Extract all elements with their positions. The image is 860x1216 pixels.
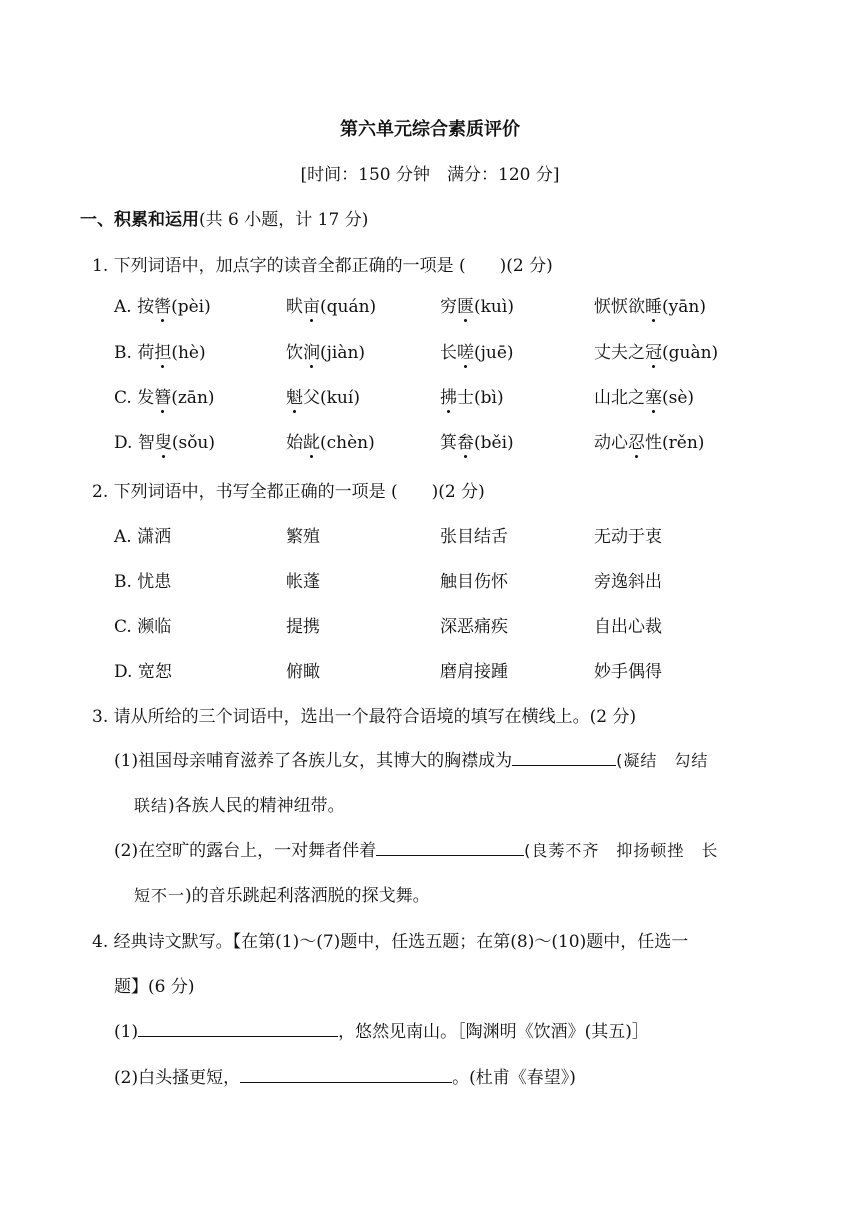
option-word: 俯瞰 bbox=[286, 662, 320, 682]
part-text: )的音乐跳起利落洒脱的探戈舞。 bbox=[185, 886, 430, 906]
option-label: C. 发簪(zān) bbox=[114, 383, 215, 408]
answer-blank[interactable] bbox=[240, 1064, 452, 1083]
question-3-part-2 bbox=[114, 836, 718, 861]
option-word: 提携 bbox=[286, 617, 320, 637]
answer-blank[interactable] bbox=[512, 747, 616, 766]
dotted-char: 担 bbox=[154, 338, 171, 363]
option-label: D. 智叟(sǒu) bbox=[114, 428, 215, 453]
option-word: 畎亩(quán) bbox=[286, 292, 376, 317]
option-row[interactable] bbox=[114, 338, 794, 364]
dotted-char: 叟 bbox=[155, 428, 172, 453]
dotted-char: 魁 bbox=[286, 383, 303, 408]
part-text: )各族人民的精神纽带。 bbox=[168, 796, 345, 816]
option-word: 触目伤怀 bbox=[440, 572, 508, 592]
option-row[interactable] bbox=[114, 612, 794, 638]
option-word: 恹恹欲睡(yān) bbox=[594, 292, 706, 317]
option-word: 帐蓬 bbox=[286, 572, 320, 592]
dotted-char: 冠 bbox=[645, 338, 662, 363]
option-label: D. 宽恕 bbox=[114, 662, 172, 682]
option-row[interactable] bbox=[114, 657, 794, 683]
exam-info: [时间：150 分钟 满分：120 分] bbox=[300, 165, 560, 185]
section-note: (共 6 小题，计 17 分) bbox=[199, 210, 369, 230]
option-word: 繁殖 bbox=[286, 527, 320, 547]
part-text: (1)祖国母亲哺育滋养了各族儿女，其博大的胸襟成为 bbox=[114, 751, 513, 771]
dotted-char: 簪 bbox=[154, 383, 171, 408]
part-text: 。(杜甫《春望》) bbox=[452, 1068, 576, 1088]
dotted-char: 龀 bbox=[303, 428, 320, 453]
option-label: B. 忧患 bbox=[114, 572, 172, 592]
section-heading bbox=[80, 205, 368, 230]
dotted-char: 匮 bbox=[457, 292, 474, 317]
option-word: 箕畚(běi) bbox=[440, 428, 514, 453]
option-row[interactable] bbox=[114, 428, 794, 454]
option-label: A. 按辔(pèi) bbox=[114, 292, 211, 317]
option-row[interactable] bbox=[114, 567, 794, 593]
answer-blank[interactable] bbox=[138, 1018, 338, 1037]
answer-blank[interactable] bbox=[376, 837, 524, 856]
dotted-char: 忍 bbox=[628, 428, 645, 453]
option-word: 无动于衷 bbox=[594, 527, 662, 547]
word-choices: (凝结 勾结 bbox=[616, 751, 709, 770]
question-4-line-1 bbox=[114, 1017, 649, 1042]
dotted-char: 亩 bbox=[303, 292, 320, 317]
dotted-char: 畚 bbox=[457, 428, 474, 453]
dotted-char: 拂 bbox=[440, 383, 457, 408]
option-word: 深恶痛疾 bbox=[440, 617, 508, 637]
option-word: 妙手偶得 bbox=[594, 662, 662, 682]
option-word: 魁父(kuí) bbox=[286, 383, 360, 408]
part-text: (2)白头搔更短， bbox=[114, 1068, 241, 1088]
question-4-stem-cont: 题】(6 分) bbox=[114, 977, 195, 997]
word-choices: 联结 bbox=[134, 796, 169, 815]
option-word: 旁逸斜出 bbox=[594, 572, 662, 592]
part-text: (2)在空旷的露台上，一对舞者伴着 bbox=[114, 841, 377, 861]
word-choices: 短不一 bbox=[134, 886, 186, 905]
option-row[interactable] bbox=[114, 383, 794, 409]
option-word: 张目结舌 bbox=[440, 527, 508, 547]
option-label: B. 荷担(hè) bbox=[114, 338, 206, 363]
option-word: 穷匮(kuì) bbox=[440, 292, 514, 317]
question-4-stem: 4. 经典诗文默写。【在第(1)～(7)题中，任选五题；在第(8)～(10)题中，任选一 bbox=[92, 932, 689, 952]
option-word: 动心忍性(rěn) bbox=[594, 428, 704, 453]
question-4-line-2 bbox=[114, 1063, 576, 1088]
section-title: 一、积累和运用 bbox=[80, 210, 199, 230]
option-label: A. 潇洒 bbox=[114, 527, 172, 547]
dotted-char: 嗟 bbox=[457, 338, 474, 363]
question-2-stem: 2. 下列词语中，书写全都正确的一项是 ( )(2 分) bbox=[92, 482, 485, 502]
page-title: 第六单元综合素质评价 bbox=[340, 119, 520, 140]
question-3-part-1-cont bbox=[134, 791, 345, 816]
question-3-part-2-cont bbox=[134, 881, 430, 906]
dotted-char: 涧 bbox=[303, 338, 320, 363]
question-3-stem: 3. 请从所给的三个词语中，选出一个最符合语境的填写在横线上。(2 分) bbox=[92, 707, 637, 727]
option-word: 磨肩接踵 bbox=[440, 662, 508, 682]
part-text: ，悠然见南山。［陶渊明《饮酒》(其五)］ bbox=[338, 1022, 649, 1042]
question-3-part-1 bbox=[114, 746, 708, 771]
option-word: 拂士(bì) bbox=[440, 383, 504, 408]
option-label: C. 濒临 bbox=[114, 617, 172, 637]
dotted-char: 塞 bbox=[645, 383, 662, 408]
option-word: 自出心裁 bbox=[594, 617, 662, 637]
option-word: 丈夫之冠(guàn) bbox=[594, 338, 718, 363]
option-row[interactable] bbox=[114, 522, 794, 548]
option-word: 山北之塞(sè) bbox=[594, 383, 694, 408]
option-word: 长嗟(juē) bbox=[440, 338, 514, 363]
option-word: 饮涧(jiàn) bbox=[286, 338, 365, 363]
question-1-stem: 1. 下列词语中，加点字的读音全都正确的一项是 ( )(2 分) bbox=[92, 256, 553, 276]
dotted-char: 辔 bbox=[154, 292, 171, 317]
dotted-char: 睡 bbox=[645, 292, 662, 317]
option-row[interactable] bbox=[114, 292, 794, 318]
option-word: 始龀(chèn) bbox=[286, 428, 375, 453]
part-text: (1) bbox=[114, 1022, 139, 1042]
word-choices: (良莠不齐 抑扬顿挫 长 bbox=[524, 841, 719, 860]
